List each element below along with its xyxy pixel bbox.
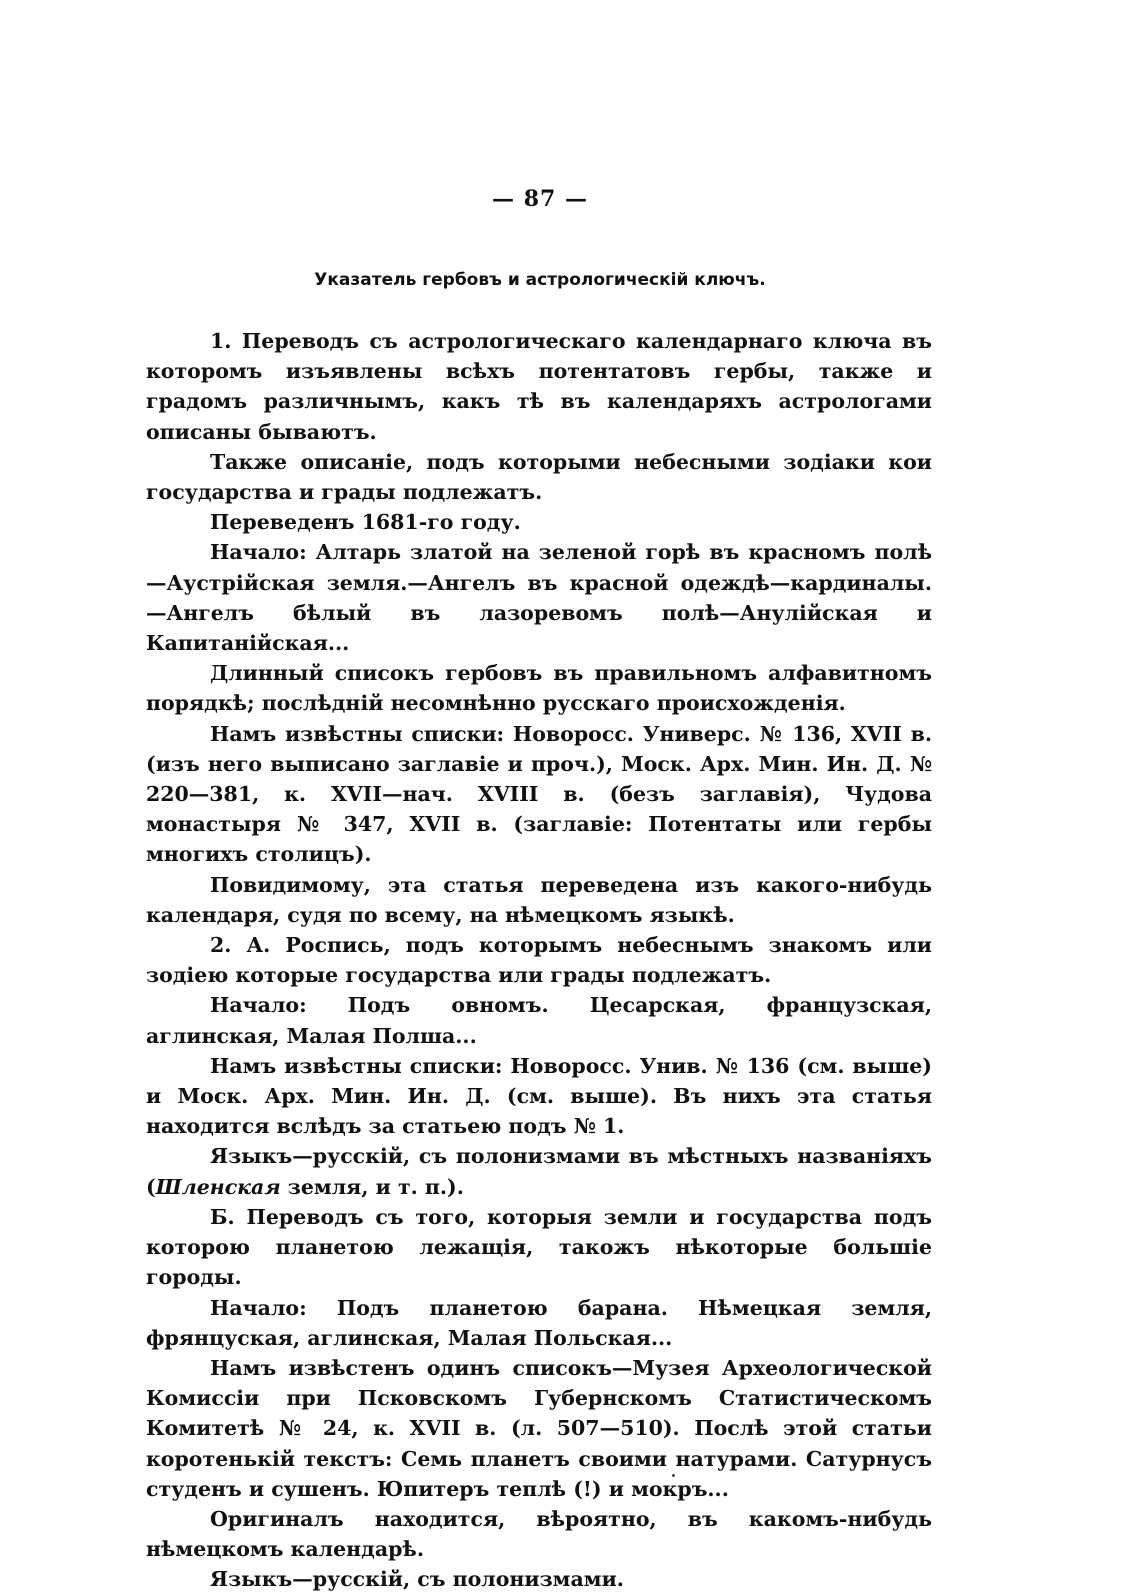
language-text-before: Языкъ—русскій, съ полонизмами въ мѣстныхъ названіяхъ ( — [146, 1144, 932, 1199]
paragraph-2: Также описаніе, подъ которыми небесными зодіаки кои государства и грады подлежатъ. — [146, 449, 932, 505]
paragraph-7: Повидимому, эта статья переведена изъ какого-нибудь календаря, судя по всему, на нѣмецкомъ языкѣ. — [146, 872, 932, 927]
paragraph-12: Начало: Подъ планетою барана. Нѣмецкая земля, фрянцуская, аглинская, Малая Польская... — [146, 1295, 932, 1350]
paragraph-4: Начало: Алтарь златой на зеленой горѣ въ красномъ полѣ—Аустрійская земля.—Ангелъ въ красной одеждѣ—кардиналы.—Ангелъ бѣлый въ лазоревомъ полѣ—Анулійская и Капитанійская... — [146, 540, 932, 656]
body-text — [146, 326, 932, 1595]
paragraph-5: Длинный списокъ гербовъ въ правильномъ алфавитномъ порядкѣ; послѣдній несомнѣнно русскаго происхожденія. — [146, 661, 932, 716]
print-speck — [672, 1474, 675, 1477]
paragraph-10: Намъ извѣстны списки: Новоросс. Унив. № 136 (см. выше) и Моск. Арх. Мин. Ин. Д. (см. выше). Въ нихъ эта статья находится вслѣдъ за статьею подъ № 1. — [146, 1053, 932, 1139]
page-number: — 87 — — [492, 186, 588, 212]
language-text-after: земля, и т. п.). — [280, 1174, 464, 1199]
paragraph-8: 2. А. Роспись, подъ которымъ небеснымъ знакомъ или зодіею которые государства или грады подлежатъ. — [146, 933, 932, 988]
language-text-italic: Шленская — [155, 1174, 281, 1199]
paragraph-6: Намъ извѣстны списки: Новоросс. Универс. № 136, XVII в. (изъ него выписано заглавіе и проч.), Моск. Арх. Мин. Ин. Д. № 220—381, к. XVII—нач. XVIII в. (безъ заглавія), Чудова монастыря № 347, XVII в. (заглавіе: Потентаты или гербы многихъ столицъ). — [146, 721, 932, 867]
section-heading: Указатель гербовъ и астрологическій ключъ. — [314, 270, 766, 290]
paragraph-9: Начало: Подъ овномъ. Цесарская, французская, аглинская, Малая Полша... — [146, 993, 932, 1048]
paragraph-13: Намъ извѣстенъ одинъ списокъ—Музея Археологической Комиссіи при Псковскомъ Губернскомъ Статистическомъ Комитетѣ № 24, к. XVII в. (л. 507—510). Послѣ этой статьи коротенькій текстъ: Семь планетъ своими натурами. Сатурнусъ студенъ и сушенъ. Юпитеръ теплѣ (!) и мокръ... — [146, 1355, 932, 1501]
paragraph-language-polonisms — [146, 1141, 932, 1201]
paragraph-3: Переведенъ 1681-го году. — [210, 510, 521, 535]
paragraph-15: Языкъ—русскій, съ полонизмами. — [210, 1567, 624, 1592]
paragraph-1: 1. Переводъ съ астрологическаго календарнаго ключа въ которомъ изъявлены всѣхъ потентатовъ гербы, также и градомъ различнымъ, какъ тѣ въ календаряхъ астрологами описаны бываютъ. — [146, 329, 932, 444]
paragraph-14: Оригиналъ находится, вѣроятно, въ какомъ-нибудь нѣмецкомъ календарѣ. — [146, 1506, 932, 1562]
paragraph-11: Б. Переводъ съ того, которыя земли и государства подъ которою планетою лежащія, такожъ нѣкоторые большіе городы. — [146, 1204, 932, 1290]
